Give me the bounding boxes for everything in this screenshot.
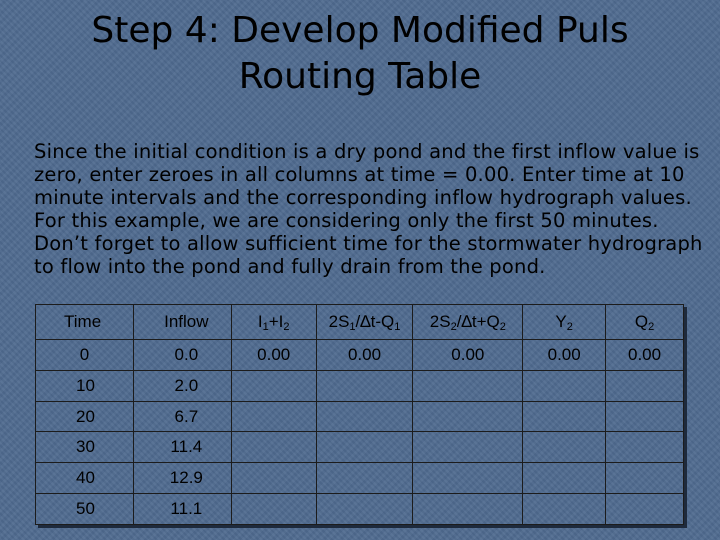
cell-y2 <box>523 401 606 432</box>
routing-table <box>35 304 684 525</box>
cell-2s2 <box>413 370 523 401</box>
cell-q2 <box>606 401 684 432</box>
cell-2s1 <box>316 432 413 463</box>
cell-time: 20 <box>36 401 134 432</box>
cell-2s2 <box>413 494 523 525</box>
cell-inflow: 11.4 <box>133 432 231 463</box>
cell-q2 <box>606 432 684 463</box>
cell-2s1 <box>316 494 413 525</box>
cell-i-sum <box>231 370 316 401</box>
cell-y2 <box>523 370 606 401</box>
table-header-row <box>36 305 684 340</box>
cell-y2 <box>523 463 606 494</box>
cell-y2 <box>523 494 606 525</box>
cell-time: 30 <box>36 432 134 463</box>
header-inflow: Inflow <box>133 305 231 340</box>
table-row <box>36 432 684 463</box>
title-line-1: Step 4: Develop Modified Puls <box>91 10 629 51</box>
cell-q2 <box>606 370 684 401</box>
cell-i-sum <box>231 463 316 494</box>
cell-y2 <box>523 432 606 463</box>
cell-2s1: 0.00 <box>316 340 413 371</box>
cell-q2: 0.00 <box>606 340 684 371</box>
header-2s2-dt-plus-q2: $2S_2/\Delta t+Q_2$ <box>413 305 523 340</box>
cell-inflow: 12.9 <box>133 463 231 494</box>
cell-2s1 <box>316 463 413 494</box>
cell-inflow: 11.1 <box>133 494 231 525</box>
cell-i-sum <box>231 432 316 463</box>
cell-time: 0 <box>36 340 134 371</box>
cell-2s1 <box>316 401 413 432</box>
header-time: Time <box>36 305 134 340</box>
cell-time: 50 <box>36 494 134 525</box>
cell-2s1 <box>316 370 413 401</box>
header-i1-plus-i2: $I_1+I_2$ <box>231 305 316 340</box>
header-y2: $Y_2$ <box>523 305 606 340</box>
cell-time: 40 <box>36 463 134 494</box>
cell-inflow: 0.0 <box>133 340 231 371</box>
table-row <box>36 401 684 432</box>
cell-2s2 <box>413 401 523 432</box>
header-q2: $Q_2$ <box>606 305 684 340</box>
cell-time: 10 <box>36 370 134 401</box>
table-row <box>36 340 684 371</box>
table-row <box>36 494 684 525</box>
cell-2s2 <box>413 432 523 463</box>
table-row <box>36 463 684 494</box>
title-line-2: Routing Table <box>238 56 482 97</box>
cell-i-sum <box>231 401 316 432</box>
slide-title <box>0 8 720 100</box>
cell-q2 <box>606 463 684 494</box>
body-paragraph: Since the initial condition is a dry pond and the first inflow value is zero, enter zeroes in all columns at time = 0.00. Enter time at 10 minute intervals and the corresponding inflow hydrograph values. For this example, we are considering only the first 50 minutes. Don’t forget to allow sufficient time for the stormwater hydrograph to flow into the pond and fully drain from the pond. <box>34 140 703 278</box>
cell-q2 <box>606 494 684 525</box>
cell-inflow: 6.7 <box>133 401 231 432</box>
header-2s1-dt-minus-q1: $2S_1/\Delta t-Q_1$ <box>316 305 413 340</box>
cell-y2: 0.00 <box>523 340 606 371</box>
cell-inflow: 2.0 <box>133 370 231 401</box>
cell-i-sum: 0.00 <box>231 340 316 371</box>
cell-i-sum <box>231 494 316 525</box>
cell-2s2 <box>413 463 523 494</box>
table-row <box>36 370 684 401</box>
cell-2s2: 0.00 <box>413 340 523 371</box>
